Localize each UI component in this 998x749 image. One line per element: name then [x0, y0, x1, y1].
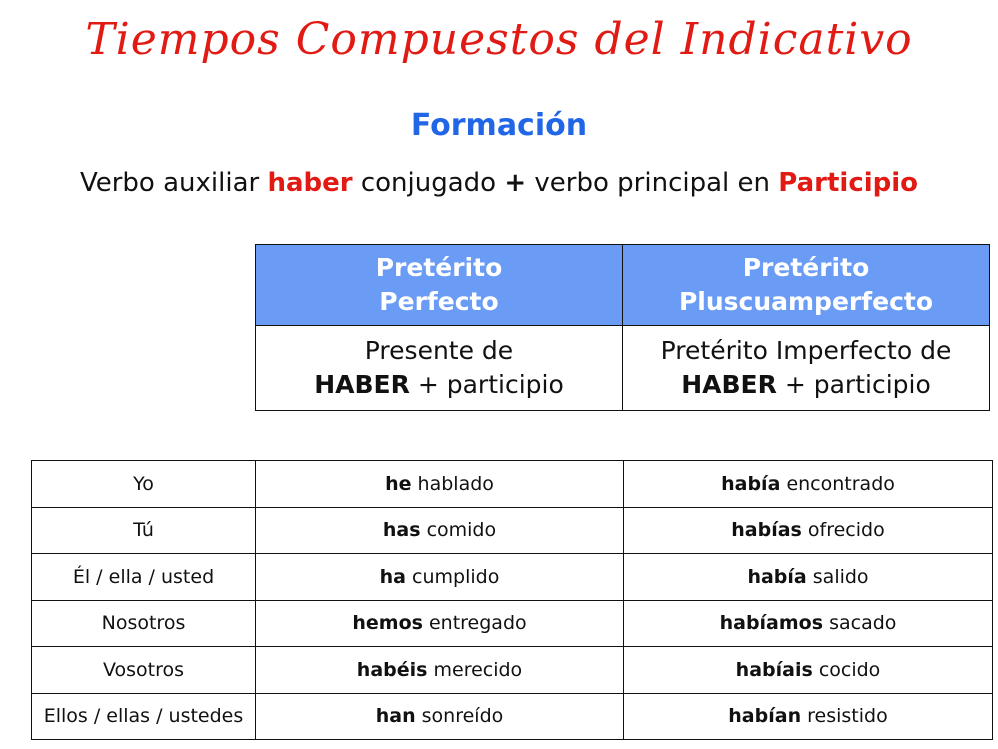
pronoun-cell: Vosotros — [32, 647, 256, 694]
tense-summary-table — [255, 244, 990, 411]
aux-verb: habían — [728, 705, 802, 728]
aux-verb: habías — [731, 519, 802, 542]
perfecto-cell — [256, 461, 624, 508]
participle: cocido — [812, 658, 881, 681]
formula-text-1: Verbo auxiliar — [79, 168, 260, 198]
perfecto-cell — [256, 507, 624, 554]
pluscuamperfecto-cell — [624, 647, 993, 694]
aux-verb: había — [721, 472, 781, 495]
aux-verb: había — [747, 565, 807, 588]
table-row — [32, 600, 993, 647]
formula-participio: Participio — [778, 168, 919, 198]
aux-verb: habíais — [735, 658, 813, 681]
summary-body-row — [256, 326, 990, 411]
participle: encontrado — [780, 472, 895, 495]
aux-verb: he — [385, 472, 412, 495]
pluscuamperfecto-cell — [624, 554, 993, 601]
formula-haber: haber — [267, 168, 353, 198]
table-row — [32, 693, 993, 740]
pluscuamperfecto-formation-cell — [623, 326, 990, 411]
pronoun-cell: Tú — [32, 507, 256, 554]
table-row — [32, 507, 993, 554]
participle: sacado — [823, 612, 897, 635]
pluscuamperfecto-cell — [624, 507, 993, 554]
aux-verb: ha — [379, 565, 406, 588]
haber-bold: HABER — [314, 370, 410, 399]
perfecto-cell — [256, 647, 624, 694]
participle: resistido — [801, 705, 888, 728]
perfecto-cell — [256, 554, 624, 601]
participle: salido — [806, 565, 869, 588]
participle: cumplido — [406, 565, 500, 588]
aux-verb: habéis — [356, 658, 428, 681]
cell-line — [256, 368, 622, 402]
participle: merecido — [427, 658, 523, 681]
pronoun-cell: Nosotros — [32, 600, 256, 647]
perfecto-cell — [256, 693, 624, 740]
cell-line: Presente de — [364, 336, 514, 365]
haber-bold: HABER — [681, 370, 777, 399]
participle: entregado — [422, 612, 527, 635]
perfecto-cell — [256, 600, 624, 647]
section-subtitle: Formación — [410, 108, 588, 143]
header-line: Pluscuamperfecto — [678, 287, 934, 316]
pluscuamperfecto-cell — [624, 461, 993, 508]
formula-text-2: conjugado — [360, 168, 497, 198]
aux-verb: hemos — [352, 612, 423, 635]
cell-line — [623, 368, 989, 402]
formula-plus: + — [504, 168, 527, 198]
cell-rest: + participio — [409, 370, 564, 399]
cell-rest: + participio — [776, 370, 931, 399]
pluscuamperfecto-cell — [624, 600, 993, 647]
header-preterito-perfecto — [256, 245, 623, 326]
participle: hablado — [411, 472, 494, 495]
pronoun-cell: Él / ella / usted — [32, 554, 256, 601]
table-row — [32, 554, 993, 601]
header-preterito-pluscuamperfecto — [623, 245, 990, 326]
table-row — [32, 647, 993, 694]
table-row — [32, 461, 993, 508]
conjugation-table — [31, 460, 993, 740]
summary-header-row — [256, 245, 990, 326]
participle: sonreído — [415, 705, 504, 728]
perfecto-formation-cell — [256, 326, 623, 411]
pronoun-cell: Ellos / ellas / ustedes — [32, 693, 256, 740]
cell-line: Pretérito Imperfecto de — [660, 336, 952, 365]
formation-rule — [0, 168, 998, 198]
formula-text-3: verbo principal en — [534, 168, 770, 198]
aux-verb: han — [375, 705, 416, 728]
participle: comido — [420, 519, 497, 542]
header-line: Pretérito — [742, 253, 870, 282]
participle: ofrecido — [801, 519, 885, 542]
page-title: Tiempos Compuestos del Indicativo — [85, 14, 913, 65]
header-line: Pretérito — [375, 253, 503, 282]
header-line: Perfecto — [379, 287, 499, 316]
aux-verb: has — [382, 519, 421, 542]
pronoun-cell: Yo — [32, 461, 256, 508]
pluscuamperfecto-cell — [624, 693, 993, 740]
aux-verb: habíamos — [719, 612, 824, 635]
